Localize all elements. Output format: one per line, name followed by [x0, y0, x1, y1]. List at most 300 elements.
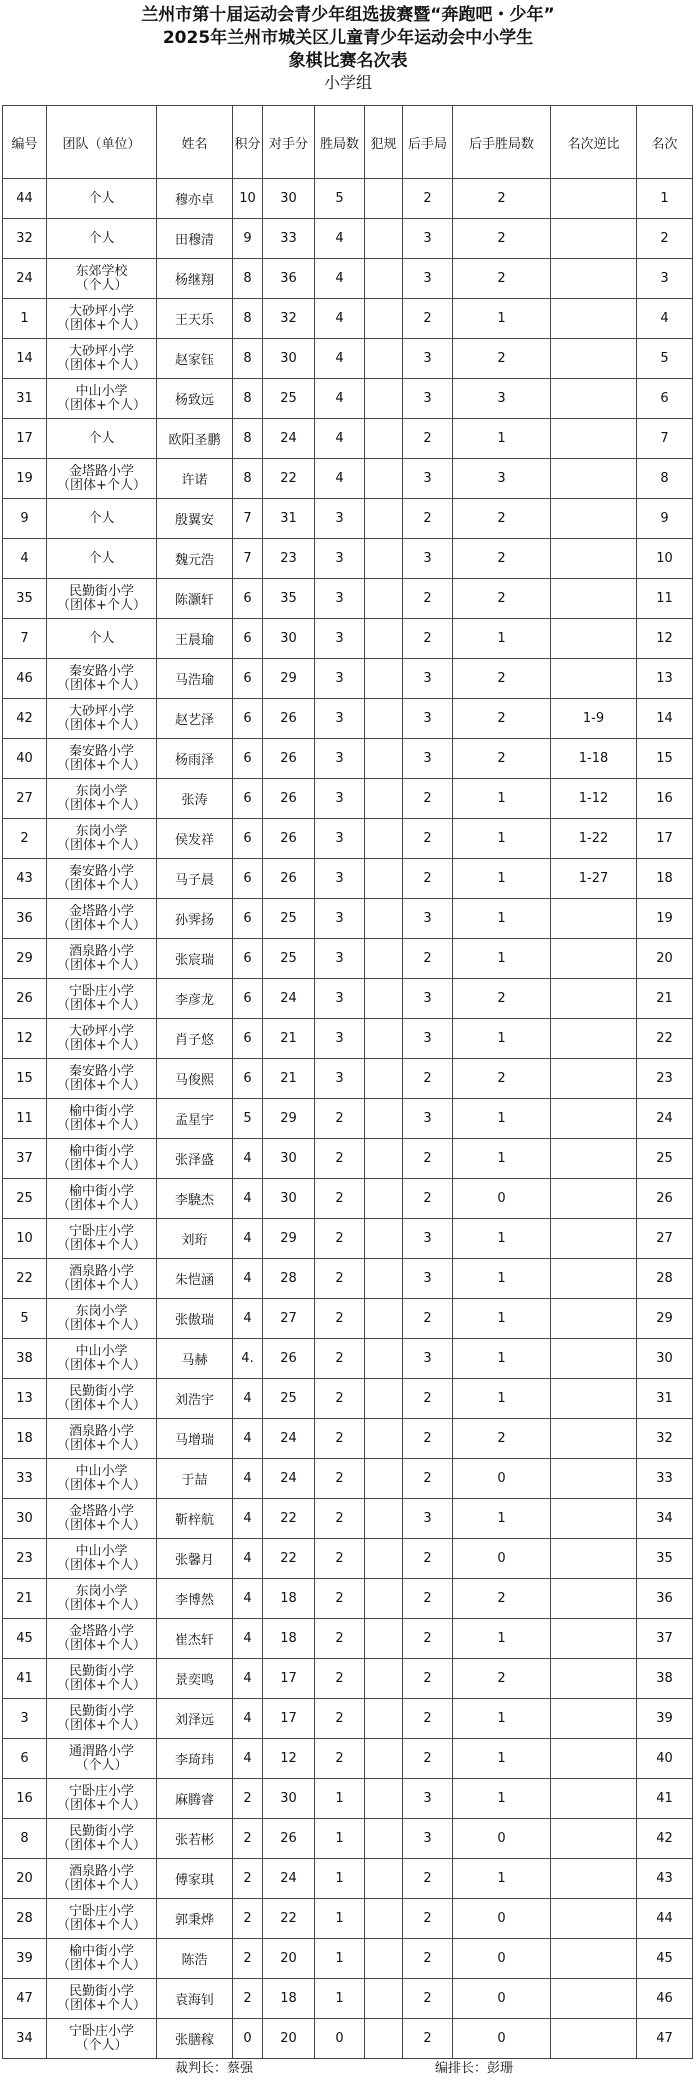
cell-back-games: 3 — [403, 259, 453, 299]
cell-name: 孟星宇 — [157, 1099, 233, 1139]
team-unit: 金塔路小学 — [68, 463, 134, 479]
cell-points: 4 — [233, 1499, 263, 1539]
table-row — [3, 219, 693, 259]
cell-back-wins: 3 — [453, 459, 551, 499]
cell-rank: 23 — [637, 1059, 693, 1099]
cell-team — [47, 1099, 157, 1139]
cell-wins: 2 — [315, 1259, 365, 1299]
table-row — [3, 1739, 693, 1779]
team-entry-type: （团体+个人） — [57, 1197, 146, 1213]
table-row — [3, 2019, 693, 2059]
cell-id: 12 — [3, 1019, 47, 1059]
team-unit: 中山小学 — [75, 1343, 128, 1359]
cell-points: 6 — [233, 739, 263, 779]
cell-wins: 3 — [315, 739, 365, 779]
cell-id: 3 — [3, 1699, 47, 1739]
cell-fouls — [365, 419, 403, 459]
table-row — [3, 419, 693, 459]
cell-fouls — [365, 259, 403, 299]
cell-back-games: 2 — [403, 1659, 453, 1699]
cell-tiebreak — [551, 659, 637, 699]
cell-id: 14 — [3, 339, 47, 379]
cell-back-wins: 1 — [453, 1219, 551, 1259]
cell-rank: 4 — [637, 299, 693, 339]
cell-id: 33 — [3, 1459, 47, 1499]
cell-id: 34 — [3, 2019, 47, 2059]
cell-rank: 18 — [637, 859, 693, 899]
cell-points: 6 — [233, 979, 263, 1019]
cell-opponent-points: 24 — [263, 1419, 315, 1459]
cell-team — [47, 419, 157, 459]
team-unit: 中山小学 — [75, 383, 128, 399]
team-unit: 宁卧庄小学 — [68, 1903, 134, 1919]
cell-wins: 3 — [315, 1019, 365, 1059]
cell-back-wins: 3 — [453, 379, 551, 419]
cell-id: 38 — [3, 1339, 47, 1379]
table-row — [3, 1419, 693, 1459]
table-row — [3, 1459, 693, 1499]
cell-team — [47, 1139, 157, 1179]
cell-fouls — [365, 299, 403, 339]
cell-id: 40 — [3, 739, 47, 779]
cell-rank: 2 — [637, 219, 693, 259]
cell-tiebreak — [551, 1419, 637, 1459]
cell-tiebreak — [551, 1859, 637, 1899]
cell-back-wins: 0 — [453, 1539, 551, 1579]
cell-team — [47, 259, 157, 299]
cell-fouls — [365, 1379, 403, 1419]
cell-fouls — [365, 1699, 403, 1739]
cell-fouls — [365, 1339, 403, 1379]
team-entry-type: （团体+个人） — [57, 1717, 146, 1733]
cell-tiebreak — [551, 1619, 637, 1659]
cell-rank: 8 — [637, 459, 693, 499]
team-unit: 个人 — [88, 630, 115, 646]
cell-tiebreak — [551, 1339, 637, 1379]
cell-name: 杨致远 — [157, 379, 233, 419]
cell-points: 4 — [233, 1619, 263, 1659]
cell-points: 6 — [233, 1059, 263, 1099]
cell-back-wins: 2 — [453, 499, 551, 539]
team-unit: 中山小学 — [75, 1463, 128, 1479]
cell-back-wins: 1 — [453, 819, 551, 859]
cell-name: 朱恺涵 — [157, 1259, 233, 1299]
cell-back-games: 2 — [403, 299, 453, 339]
cell-fouls — [365, 1939, 403, 1979]
cell-id: 13 — [3, 1379, 47, 1419]
cell-points: 7 — [233, 539, 263, 579]
cell-points: 8 — [233, 419, 263, 459]
cell-team — [47, 899, 157, 939]
team-unit: 秦安路小学 — [68, 863, 134, 879]
cell-back-wins: 1 — [453, 619, 551, 659]
cell-points: 4 — [233, 1419, 263, 1459]
cell-back-games: 3 — [403, 1499, 453, 1539]
team-unit: 金塔路小学 — [68, 903, 134, 919]
group-label: 小学组 — [323, 73, 372, 92]
cell-opponent-points: 24 — [263, 979, 315, 1019]
cell-id: 4 — [3, 539, 47, 579]
cell-back-games: 2 — [403, 1979, 453, 2019]
cell-tiebreak — [551, 339, 637, 379]
cell-team — [47, 1499, 157, 1539]
cell-points: 4 — [233, 1299, 263, 1339]
cell-fouls — [365, 459, 403, 499]
cell-rank: 43 — [637, 1859, 693, 1899]
cell-name: 李驍杰 — [157, 1179, 233, 1219]
cell-tiebreak — [551, 1699, 637, 1739]
cell-name: 张若彬 — [157, 1819, 233, 1859]
cell-fouls — [365, 1259, 403, 1299]
cell-opponent-points: 25 — [263, 899, 315, 939]
table-row — [3, 979, 693, 1019]
cell-rank: 10 — [637, 539, 693, 579]
team-unit: 大砂坪小学 — [68, 303, 134, 319]
cell-points: 4 — [233, 1179, 263, 1219]
table-row — [3, 1939, 693, 1979]
cell-opponent-points: 22 — [263, 1499, 315, 1539]
cell-team — [47, 179, 157, 219]
cell-name: 肖子悠 — [157, 1019, 233, 1059]
cell-tiebreak — [551, 1779, 637, 1819]
cell-fouls — [365, 739, 403, 779]
team-unit: 个人 — [88, 190, 115, 206]
cell-name: 张涛 — [157, 779, 233, 819]
cell-back-games: 3 — [403, 1259, 453, 1299]
cell-tiebreak — [551, 579, 637, 619]
cell-team — [47, 739, 157, 779]
cell-name: 马浩瑜 — [157, 659, 233, 699]
cell-fouls — [365, 1539, 403, 1579]
cell-wins: 1 — [315, 1899, 365, 1939]
cell-opponent-points: 18 — [263, 1579, 315, 1619]
team-entry-type: （个人） — [75, 2037, 128, 2053]
cell-opponent-points: 20 — [263, 1939, 315, 1979]
cell-opponent-points: 35 — [263, 579, 315, 619]
header-team: 团队（单位） — [47, 106, 157, 179]
team-entry-type: （团体+个人） — [57, 1877, 146, 1893]
cell-id: 32 — [3, 219, 47, 259]
cell-wins: 3 — [315, 1059, 365, 1099]
table-row — [3, 659, 693, 699]
cell-back-games: 2 — [403, 579, 453, 619]
cell-id: 7 — [3, 619, 47, 659]
header-id: 编号 — [3, 106, 47, 179]
cell-team — [47, 1259, 157, 1299]
cell-points: 8 — [233, 299, 263, 339]
team-unit: 民勤街小学 — [68, 1983, 134, 1999]
cell-wins: 2 — [315, 1699, 365, 1739]
table-header-row — [3, 106, 693, 179]
team-unit: 民勤街小学 — [68, 1383, 134, 1399]
cell-wins: 3 — [315, 699, 365, 739]
table-row — [3, 859, 693, 899]
team-entry-type: （团体+个人） — [57, 1397, 146, 1413]
cell-back-wins: 1 — [453, 1619, 551, 1659]
cell-fouls — [365, 779, 403, 819]
team-unit: 东岗小学 — [75, 783, 128, 799]
table-row — [3, 539, 693, 579]
table-row — [3, 1059, 693, 1099]
cell-rank: 42 — [637, 1819, 693, 1859]
cell-points: 6 — [233, 1019, 263, 1059]
cell-points: 6 — [233, 859, 263, 899]
cell-tiebreak — [551, 1579, 637, 1619]
cell-tiebreak — [551, 1259, 637, 1299]
team-entry-type: （团体+个人） — [57, 357, 146, 373]
team-unit: 宁卧庄小学 — [68, 1223, 134, 1239]
cell-id: 16 — [3, 1779, 47, 1819]
cell-tiebreak: 1-27 — [551, 859, 637, 899]
cell-id: 17 — [3, 419, 47, 459]
cell-back-games: 3 — [403, 1099, 453, 1139]
cell-points: 2 — [233, 1939, 263, 1979]
cell-name: 张泽盛 — [157, 1139, 233, 1179]
cell-back-wins: 2 — [453, 739, 551, 779]
cell-back-wins: 0 — [453, 1819, 551, 1859]
cell-points: 8 — [233, 339, 263, 379]
cell-fouls — [365, 1099, 403, 1139]
cell-opponent-points: 33 — [263, 219, 315, 259]
cell-opponent-points: 18 — [263, 1979, 315, 2019]
cell-tiebreak — [551, 1899, 637, 1939]
team-entry-type: （团体+个人） — [57, 797, 146, 813]
cell-rank: 29 — [637, 1299, 693, 1339]
cell-back-wins: 0 — [453, 1459, 551, 1499]
cell-fouls — [365, 699, 403, 739]
cell-rank: 21 — [637, 979, 693, 1019]
cell-tiebreak — [551, 379, 637, 419]
cell-back-wins: 2 — [453, 259, 551, 299]
team-unit: 榆中街小学 — [68, 1943, 134, 1959]
cell-points: 9 — [233, 219, 263, 259]
cell-fouls — [365, 2019, 403, 2059]
cell-fouls — [365, 1979, 403, 2019]
chief-referee: 裁判长：蔡强 — [175, 2061, 254, 2076]
team-entry-type: （团体+个人） — [57, 1557, 146, 1573]
title-line-3: 象棋比赛名次表 — [288, 51, 408, 71]
cell-rank: 20 — [637, 939, 693, 979]
cell-team — [47, 1859, 157, 1899]
cell-opponent-points: 30 — [263, 179, 315, 219]
team-unit: 民勤街小学 — [68, 1823, 134, 1839]
cell-back-games: 3 — [403, 699, 453, 739]
title-line-2: 2025年兰州市城关区儿童青少年运动会中小学生 — [162, 28, 534, 48]
cell-id: 26 — [3, 979, 47, 1019]
cell-points: 8 — [233, 379, 263, 419]
cell-rank: 14 — [637, 699, 693, 739]
team-entry-type: （个人） — [75, 277, 128, 293]
team-unit: 酒泉路小学 — [68, 1423, 134, 1439]
team-unit: 个人 — [88, 230, 115, 246]
cell-back-wins: 1 — [453, 1499, 551, 1539]
cell-tiebreak — [551, 1459, 637, 1499]
cell-points: 2 — [233, 1819, 263, 1859]
cell-wins: 3 — [315, 979, 365, 1019]
cell-id: 10 — [3, 1219, 47, 1259]
cell-back-wins: 1 — [453, 1099, 551, 1139]
cell-back-wins: 2 — [453, 579, 551, 619]
cell-id: 5 — [3, 1299, 47, 1339]
cell-tiebreak — [551, 499, 637, 539]
cell-fouls — [365, 1499, 403, 1539]
cell-opponent-points: 29 — [263, 1219, 315, 1259]
cell-id: 19 — [3, 459, 47, 499]
cell-wins: 5 — [315, 179, 365, 219]
cell-back-wins: 2 — [453, 179, 551, 219]
table-row — [3, 1099, 693, 1139]
table-row — [3, 899, 693, 939]
cell-opponent-points: 29 — [263, 1099, 315, 1139]
team-entry-type: （团体+个人） — [57, 397, 146, 413]
cell-back-games: 3 — [403, 379, 453, 419]
cell-wins: 4 — [315, 419, 365, 459]
cell-name: 李彦龙 — [157, 979, 233, 1019]
cell-opponent-points: 21 — [263, 1059, 315, 1099]
cell-name: 马俊熙 — [157, 1059, 233, 1099]
team-entry-type: （团体+个人） — [57, 837, 146, 853]
team-entry-type: （团体+个人） — [57, 1477, 146, 1493]
cell-back-games: 2 — [403, 1539, 453, 1579]
cell-rank: 46 — [637, 1979, 693, 2019]
table-body — [3, 179, 693, 2059]
cell-tiebreak — [551, 1099, 637, 1139]
team-entry-type: （团体+个人） — [57, 1157, 146, 1173]
team-unit: 宁卧庄小学 — [68, 1783, 134, 1799]
cell-points: 8 — [233, 459, 263, 499]
cell-tiebreak — [551, 1819, 637, 1859]
team-entry-type: （团体+个人） — [57, 957, 146, 973]
cell-tiebreak — [551, 1019, 637, 1059]
cell-back-wins: 2 — [453, 699, 551, 739]
team-entry-type: （团体+个人） — [57, 757, 146, 773]
cell-name: 田穆清 — [157, 219, 233, 259]
table-row — [3, 1899, 693, 1939]
cell-points: 4 — [233, 1579, 263, 1619]
cell-team — [47, 699, 157, 739]
team-entry-type: （团体+个人） — [57, 1317, 146, 1333]
table-row — [3, 379, 693, 419]
cell-wins: 3 — [315, 659, 365, 699]
cell-fouls — [365, 1019, 403, 1059]
cell-fouls — [365, 1659, 403, 1699]
team-entry-type: （团体+个人） — [57, 1357, 146, 1373]
cell-tiebreak — [551, 1739, 637, 1779]
header-wins: 胜局数 — [315, 106, 365, 179]
cell-team — [47, 819, 157, 859]
team-entry-type: （个人） — [75, 1757, 128, 1773]
cell-back-games: 2 — [403, 939, 453, 979]
cell-wins: 3 — [315, 579, 365, 619]
cell-fouls — [365, 1139, 403, 1179]
table-row — [3, 1019, 693, 1059]
cell-fouls — [365, 819, 403, 859]
cell-fouls — [365, 899, 403, 939]
team-entry-type: （团体+个人） — [57, 317, 146, 333]
team-entry-type: （团体+个人） — [57, 1957, 146, 1973]
table-row — [3, 1259, 693, 1299]
cell-points: 2 — [233, 1779, 263, 1819]
cell-id: 30 — [3, 1499, 47, 1539]
cell-team — [47, 1019, 157, 1059]
cell-back-wins: 2 — [453, 539, 551, 579]
cell-id: 45 — [3, 1619, 47, 1659]
team-entry-type: （团体+个人） — [57, 1117, 146, 1133]
cell-back-games: 3 — [403, 1339, 453, 1379]
cell-team — [47, 1619, 157, 1659]
cell-points: 6 — [233, 579, 263, 619]
cell-fouls — [365, 1419, 403, 1459]
cell-rank: 35 — [637, 1539, 693, 1579]
team-unit: 大砂坪小学 — [68, 1023, 134, 1039]
cell-back-wins: 1 — [453, 1019, 551, 1059]
cell-tiebreak: 1-22 — [551, 819, 637, 859]
team-unit: 秦安路小学 — [68, 663, 134, 679]
table-row — [3, 819, 693, 859]
cell-team — [47, 1299, 157, 1339]
cell-name: 赵艺泽 — [157, 699, 233, 739]
cell-tiebreak — [551, 179, 637, 219]
cell-id: 37 — [3, 1139, 47, 1179]
cell-wins: 3 — [315, 499, 365, 539]
cell-back-games: 2 — [403, 1419, 453, 1459]
cell-opponent-points: 18 — [263, 1619, 315, 1659]
table-row — [3, 179, 693, 219]
cell-points: 2 — [233, 1979, 263, 2019]
cell-back-wins: 1 — [453, 1779, 551, 1819]
cell-tiebreak — [551, 299, 637, 339]
chief-arranger: 编排长：彭珊 — [435, 2061, 514, 2076]
table-row — [3, 339, 693, 379]
cell-name: 马子晨 — [157, 859, 233, 899]
cell-wins: 3 — [315, 539, 365, 579]
cell-wins: 2 — [315, 1339, 365, 1379]
cell-points: 4 — [233, 1699, 263, 1739]
cell-back-games: 2 — [403, 1859, 453, 1899]
cell-team — [47, 859, 157, 899]
cell-opponent-points: 31 — [263, 499, 315, 539]
cell-tiebreak — [551, 939, 637, 979]
team-entry-type: （团体+个人） — [57, 1677, 146, 1693]
cell-rank: 36 — [637, 1579, 693, 1619]
cell-rank: 30 — [637, 1339, 693, 1379]
cell-wins: 3 — [315, 939, 365, 979]
cell-wins: 4 — [315, 259, 365, 299]
cell-name: 魏元浩 — [157, 539, 233, 579]
cell-fouls — [365, 1899, 403, 1939]
cell-rank: 26 — [637, 1179, 693, 1219]
cell-name: 傅家琪 — [157, 1859, 233, 1899]
cell-wins: 4 — [315, 459, 365, 499]
table-row — [3, 1859, 693, 1899]
cell-points: 4 — [233, 1659, 263, 1699]
team-entry-type: （团体+个人） — [57, 1077, 146, 1093]
cell-tiebreak — [551, 1659, 637, 1699]
cell-points: 6 — [233, 779, 263, 819]
cell-back-games: 3 — [403, 539, 453, 579]
cell-points: 5 — [233, 1099, 263, 1139]
cell-rank: 5 — [637, 339, 693, 379]
table-row — [3, 1539, 693, 1579]
cell-wins: 2 — [315, 1099, 365, 1139]
cell-team — [47, 1779, 157, 1819]
cell-fouls — [365, 619, 403, 659]
cell-team — [47, 1059, 157, 1099]
cell-wins: 3 — [315, 619, 365, 659]
cell-fouls — [365, 499, 403, 539]
cell-opponent-points: 36 — [263, 259, 315, 299]
cell-back-games: 3 — [403, 1219, 453, 1259]
